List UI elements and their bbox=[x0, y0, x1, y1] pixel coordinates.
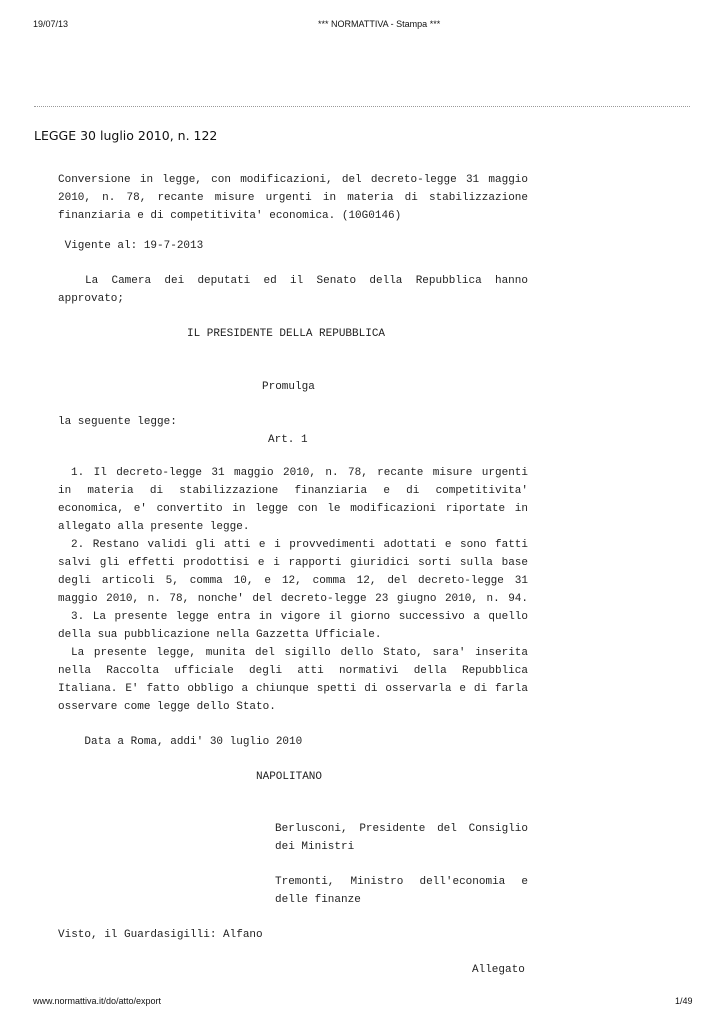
article-line-7: degli articoli 5, comma 10, e 12, comma 12, del decreto-legge 31 bbox=[58, 575, 528, 587]
summary-line-1: Conversione in legge, con modificazioni, del decreto-legge 31 maggio bbox=[58, 174, 528, 186]
data-roma: Data a Roma, addi' 30 luglio 2010 bbox=[58, 736, 303, 748]
article-line-3: economica, e' convertito in legge con le modificazioni riportate in bbox=[58, 503, 528, 515]
article-line-14: osservare come legge dello Stato. bbox=[58, 701, 276, 713]
print-date: 19/07/13 bbox=[33, 19, 69, 29]
article-line-2: in materia di stabilizzazione finanziaria e di competitivita' bbox=[58, 485, 528, 497]
article-line-12: nella Raccolta ufficiale degli atti normativi della Repubblica bbox=[58, 665, 528, 677]
article-line-4: allegato alla presente legge. bbox=[58, 521, 250, 533]
article-line-5: 2. Restano validi gli atti e i provvedimenti adottati e sono fatti bbox=[71, 539, 528, 551]
vigente-date: Vigente al: 19-7-2013 bbox=[58, 240, 204, 252]
summary-line-2: 2010, n. 78, recante misure urgenti in materia di stabilizzazione bbox=[58, 192, 528, 204]
signatory-2-line-2: delle finanze bbox=[275, 894, 361, 906]
print-header-title: *** NORMATTIVA - Stampa *** bbox=[318, 19, 441, 29]
article-heading: Art. 1 bbox=[268, 434, 308, 446]
president-heading: IL PRESIDENTE DELLA REPUBBLICA bbox=[187, 328, 386, 340]
summary-line-3: finanziaria e di competitivita' economica. (10G0146) bbox=[58, 210, 402, 222]
signatory-1-line-1: Berlusconi, Presidente del Consiglio bbox=[275, 823, 528, 835]
article-line-8: maggio 2010, n. 78, nonche' del decreto-legge 23 giugno 2010, n. 94. bbox=[58, 593, 528, 605]
signatory-2-line-1: Tremonti, Ministro dell'economia e bbox=[275, 876, 528, 888]
law-title: LEGGE 30 luglio 2010, n. 122 bbox=[34, 128, 218, 143]
footer-url: www.normattiva.it/do/atto/export bbox=[33, 996, 162, 1006]
article-line-9: 3. La presente legge entra in vigore il giorno successivo a quello bbox=[71, 611, 528, 623]
article-line-13: Italiana. E' fatto obbligo a chiunque spetti di osservarla e di farla bbox=[58, 683, 528, 695]
signatory-1-line-2: dei Ministri bbox=[275, 841, 355, 853]
signature-napolitano: NAPOLITANO bbox=[256, 771, 323, 783]
visto-guardasigilli: Visto, il Guardasigilli: Alfano bbox=[58, 929, 263, 941]
approval-line-2: approvato; bbox=[58, 293, 125, 305]
promulga-heading: Promulga bbox=[262, 381, 315, 393]
seguente-legge: la seguente legge: bbox=[58, 416, 177, 428]
article-line-11: La presente legge, munita del sigillo dello Stato, sara' inserita bbox=[71, 647, 528, 659]
article-line-10: della sua pubblicazione nella Gazzetta Ufficiale. bbox=[58, 629, 382, 641]
approval-line-1: La Camera dei deputati ed il Senato della Repubblica hanno bbox=[85, 275, 528, 287]
dotted-divider bbox=[34, 106, 690, 107]
article-line-6: salvi gli effetti prodottisi e i rapporti giuridici sorti sulla base bbox=[58, 557, 528, 569]
article-line-1: 1. Il decreto-legge 31 maggio 2010, n. 78, recante misure urgenti bbox=[71, 467, 528, 479]
allegato-label: Allegato bbox=[472, 964, 525, 976]
page-number: 1/49 bbox=[675, 996, 693, 1006]
